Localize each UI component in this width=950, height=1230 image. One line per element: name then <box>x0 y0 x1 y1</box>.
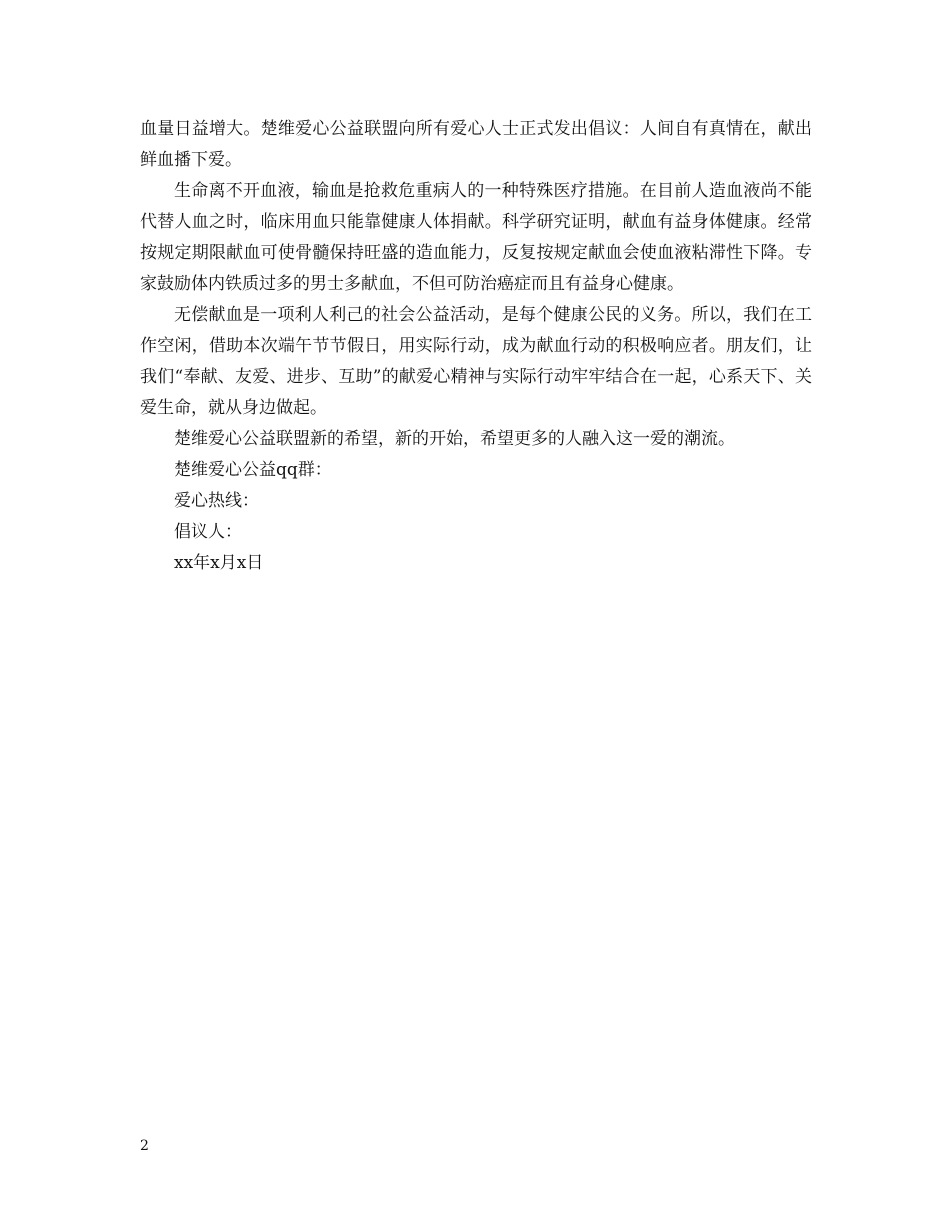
page-number: 2 <box>140 1138 149 1154</box>
hotline-line: 爱心热线： <box>174 491 259 511</box>
paragraph-continuation: 血量日益增大。楚维爱心公益联盟向所有爱心人士正式发出倡议：人间自有真情在，献出鲜血播下爱。 <box>140 119 812 170</box>
proposer-line: 倡议人： <box>174 522 242 542</box>
paragraph-blood-health: 生命离不开血液，输血是抢救危重病人的一种特殊医疗措施。在目前人造血液尚不能代替人血之时，临床用血只能靠健康人体捐献。科学研究证明，献血有益身体健康。经常按规定期限献血可使骨髓保持旺盛的造血能力，反复按规定献血会使血液粘滞性下降。专家鼓励体内铁质过多的男士多献血，不但可防治癌症而且有益身心健康。 <box>140 181 812 294</box>
qq-group-line: 楚维爱心公益qq群： <box>174 460 332 480</box>
paragraph-new-hope: 楚维爱心公益联盟新的希望，新的开始，希望更多的人融入这一爱的潮流。 <box>174 429 735 449</box>
paragraph-voluntary-donation: 无偿献血是一项利人利己的社会公益活动，是每个健康公民的义务。所以，我们在工作空闲，借助本次端午节节假日，用实际行动，成为献血行动的积极响应者。朋友们，让我们“奉献、友爱、进步、互助”的献爱心精神与实际行动牢牢结合在一起，心系天下、关爱生命，就从身边做起。 <box>140 305 812 418</box>
document-body <box>140 114 812 579</box>
date-line: xx年x月x日 <box>174 553 264 573</box>
